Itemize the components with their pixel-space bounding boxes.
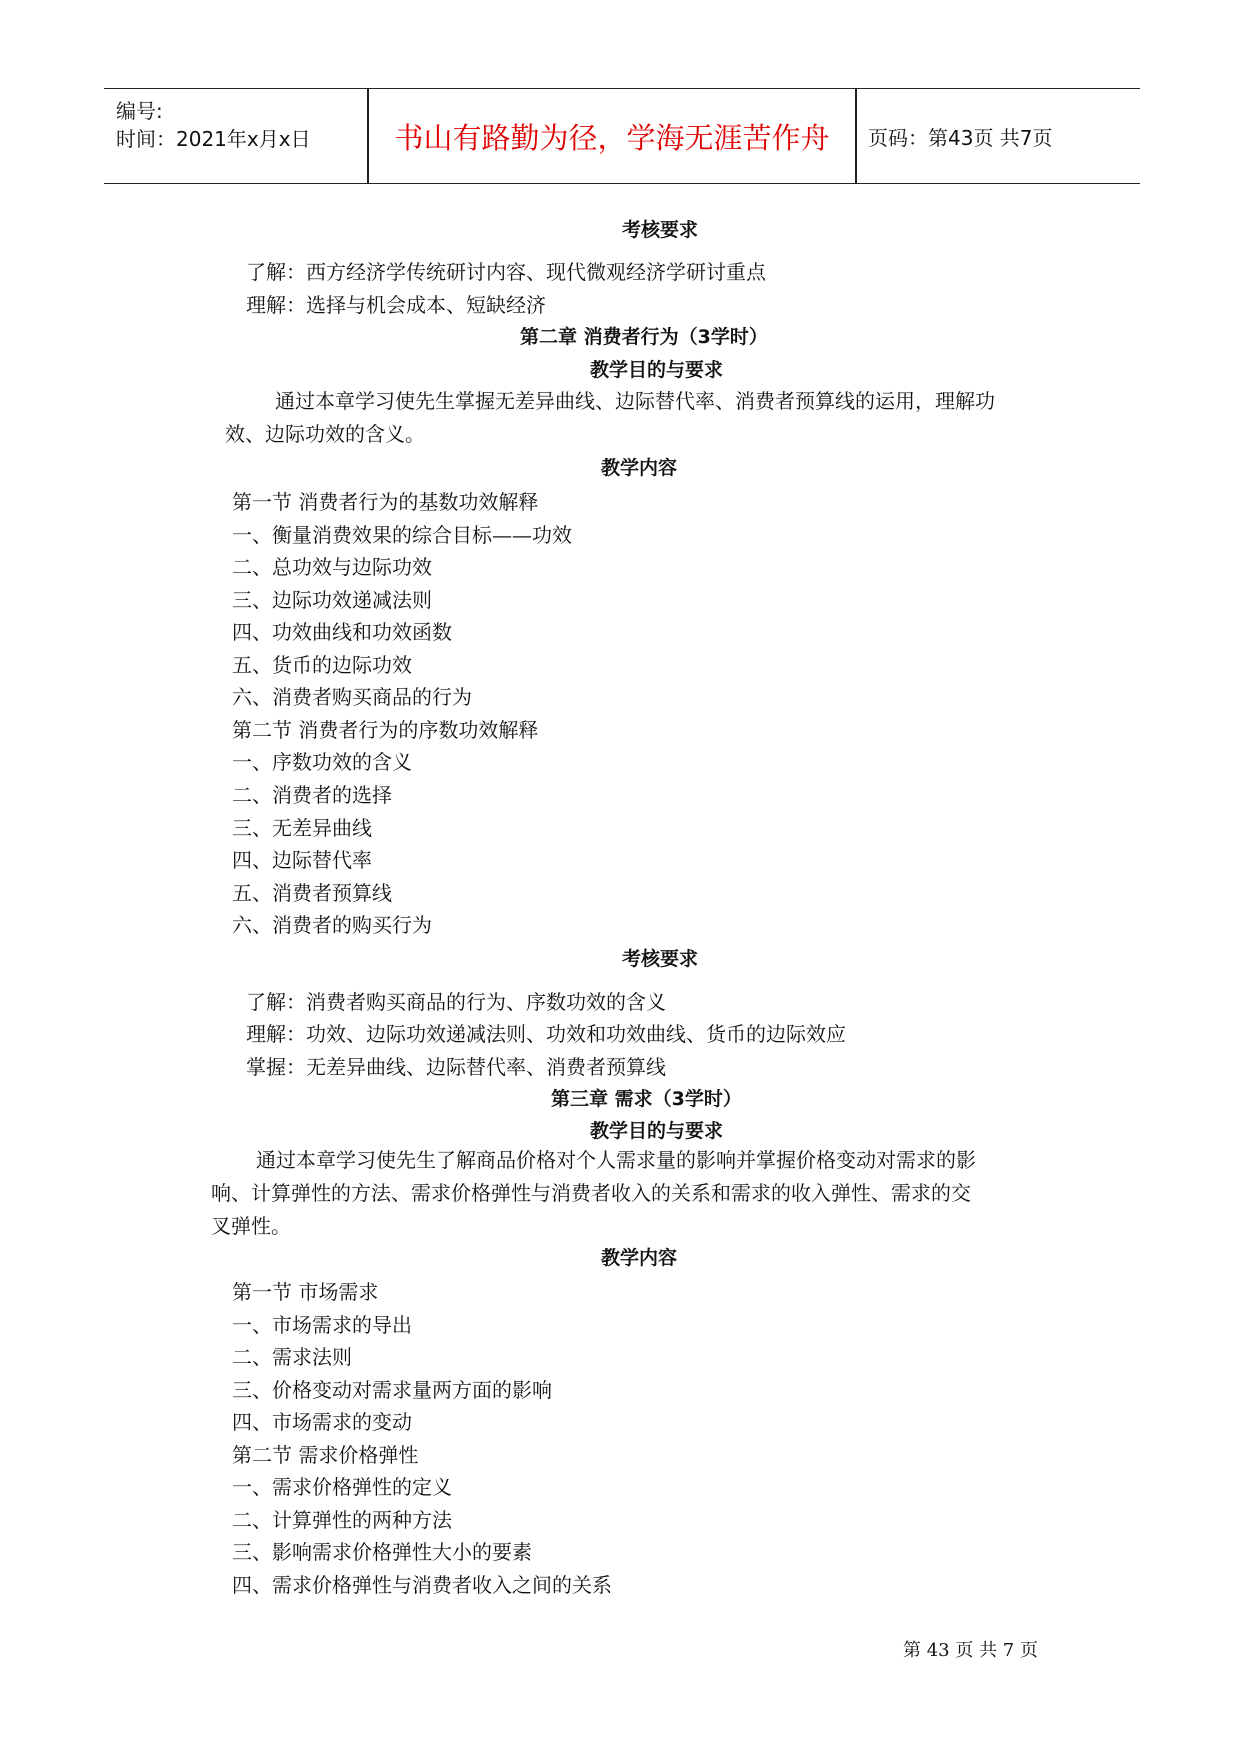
number-label: 编号: <box>116 99 163 123</box>
aims-line: 效、边际功效的含义。 <box>225 422 425 446</box>
list-item: 一、市场需求的导出 <box>232 1313 412 1337</box>
list-item: 三、影响需求价格弹性大小的要素 <box>232 1540 532 1564</box>
list-item: 五、货币的边际功效 <box>232 653 412 677</box>
page-label: 页码：第43页 共7页 <box>868 125 1053 150</box>
list-item: 一、需求价格弹性的定义 <box>232 1475 452 1499</box>
content-title: 教学内容 <box>601 1247 678 1269</box>
header-divider <box>855 89 857 183</box>
page-footer: 第 43 页 共 7 页 <box>903 1640 1038 1661</box>
list-item: 三、边际功效递减法则 <box>232 588 432 612</box>
aims-line: 响、计算弹性的方法、需求价格弹性与消费者收入的关系和需求的收入弹性、需求的交 <box>211 1181 971 1205</box>
aims-line: 通过本章学习使先生掌握无差异曲线、边际替代率、消费者预算线的运用，理解功 <box>275 389 995 413</box>
aims-title: 教学目的与要求 <box>590 1120 724 1142</box>
list-item: 六、消费者的购买行为 <box>232 913 432 937</box>
list-item: 四、功效曲线和功效函数 <box>232 620 452 644</box>
exam-title: 考核要求 <box>622 219 699 241</box>
aims-paragraph <box>225 385 1185 451</box>
list-item: 第二节 消费者行为的序数功效解释 <box>232 718 539 742</box>
list-item: 四、边际替代率 <box>232 848 372 872</box>
document-header <box>104 88 1140 184</box>
aims-paragraph <box>211 1144 1191 1243</box>
understand-line: 了解：消费者购买商品的行为、序数功效的含义 <box>246 990 666 1014</box>
content-title: 教学内容 <box>601 457 678 479</box>
exam-title: 考核要求 <box>622 948 699 970</box>
list-item: 六、消费者购买商品的行为 <box>232 685 472 709</box>
list-item: 三、价格变动对需求量两方面的影响 <box>232 1378 552 1402</box>
aims-title: 教学目的与要求 <box>590 359 724 381</box>
list-item: 二、计算弹性的两种方法 <box>232 1508 452 1532</box>
comprehend-line: 理解：功效、边际功效递减法则、功效和功效曲线、货币的边际效应 <box>246 1022 846 1046</box>
list-item: 四、需求价格弹性与消费者收入之间的关系 <box>232 1573 612 1597</box>
list-item: 一、衡量消费效果的综合目标——功效 <box>232 523 572 547</box>
chapter-title: 第三章 需求（3学时） <box>551 1088 742 1110</box>
list-item: 一、序数功效的含义 <box>232 750 412 774</box>
time-label: 时间：2021年x月x日 <box>116 127 311 151</box>
aims-line: 通过本章学习使先生了解商品价格对个人需求量的影响并掌握价格变动对需求的影 <box>256 1148 976 1172</box>
list-item: 二、消费者的选择 <box>232 783 392 807</box>
list-item: 第二节 需求价格弹性 <box>232 1443 419 1467</box>
list-item: 第一节 消费者行为的基数功效解释 <box>232 490 539 514</box>
comprehend-line: 理解：选择与机会成本、短缺经济 <box>246 293 546 317</box>
list-item: 第一节 市场需求 <box>232 1280 379 1304</box>
understand-line: 了解：西方经济学传统研讨内容、现代微观经济学研讨重点 <box>246 260 766 284</box>
list-item: 五、消费者预算线 <box>232 881 392 905</box>
list-item: 四、市场需求的变动 <box>232 1410 412 1434</box>
chapter-title: 第二章 消费者行为（3学时） <box>520 326 768 348</box>
list-item: 二、总功效与边际功效 <box>232 555 432 579</box>
aims-line: 叉弹性。 <box>211 1214 291 1238</box>
motto: 书山有路勤为径，学海无涯苦作舟 <box>394 120 830 155</box>
list-item: 三、无差异曲线 <box>232 816 372 840</box>
header-left <box>116 97 311 153</box>
list-item: 二、需求法则 <box>232 1345 352 1369</box>
master-line: 掌握：无差异曲线、边际替代率、消费者预算线 <box>246 1055 666 1079</box>
